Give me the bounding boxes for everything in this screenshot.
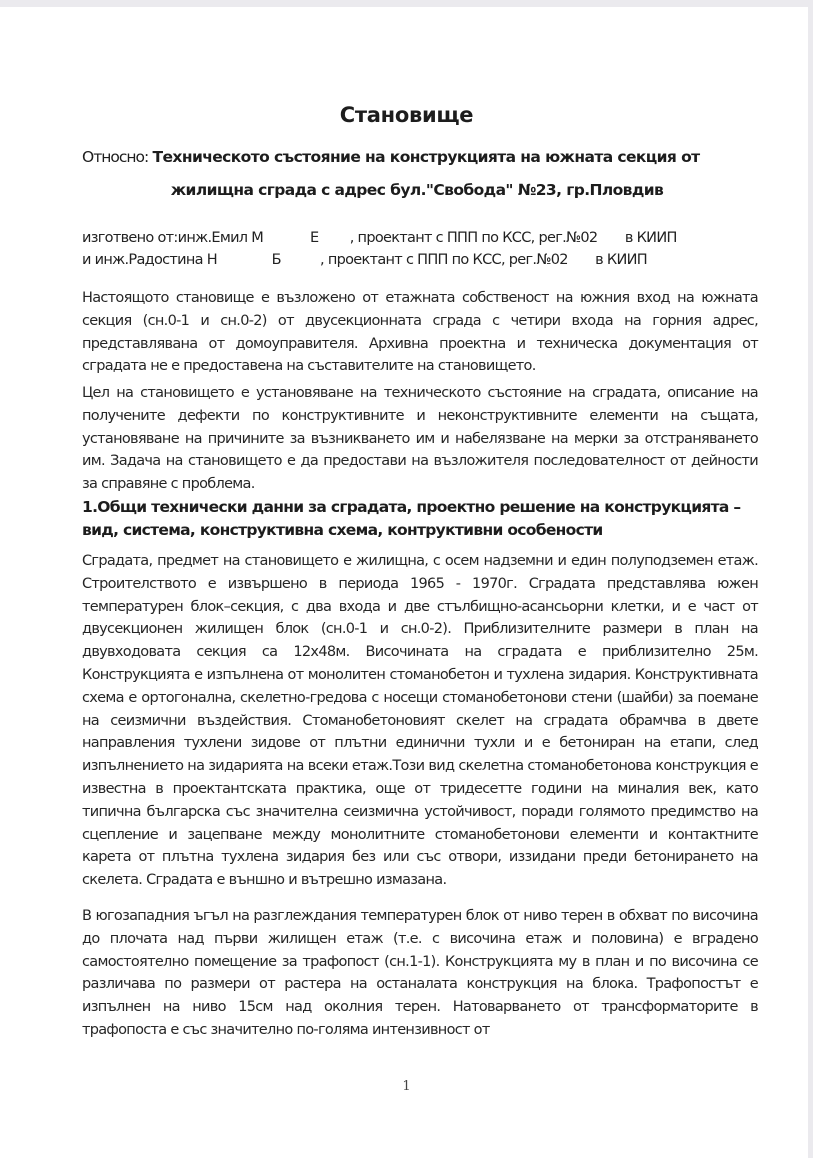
subject-line-2: жилищна сграда с адрес бул."Свобода" №23, гр.Пловдив <box>170 181 664 199</box>
subject-line-1: Техническото състояние на конструкцията на южната секция от <box>152 148 700 166</box>
purpose-paragraph: Цел на становището е установяване на техническото състояние на сградата, описание на получените дефекти по конструктивните и неконструктивните елементи на същата, установяване на причините за възникването им и набелязване на мерки за отстраняването им. Задача на становището е да предостави на възложителя последователност от дейности за справяне с проблема. <box>82 385 758 493</box>
document-title: Становище <box>339 103 474 127</box>
author-line: и инж.Радостина Н Б , проектант с ППП по КСС, рег.№02 в КИИП <box>82 252 647 268</box>
section-paragraph: Сградата, предмет на становището е жилищна, с осем надземни и един полуподземен етаж. Строителството е извършено в периода 1965 - 1970г. Сградата представлява южен температурен блок–секция, с два входа и две стълбищно-асансьорни клетки, и е част от двусекционен жилищен блок (сн.0-1 и сн.0-2). Приблизителните размери в план на двувходовата секция са 12х48м. Височината на сградата е приблизително 25м. Конструкцията е изпълнена от монолитен стоманобетон и тухлена зидария. Конструктивната схема е ортогонална, скелетно-гредова с носещи стоманобетонови стени (шайби) за поемане на сеизмични въздействия. Стоманобетоновият скелет на сградата обрамчва в двете направления тухлени зидове от плътни единични тухли и е бетониран на етапи, след изпълнението на зидарията на всеки етаж.Този вид скелетна стоманобетонова конструкция е известна в проектантската практика, още от тридесетте години на миналия век, като типична българска със значителна сеизмична устойчивост, поради голямото предимство на сцепление и зацепване между монолитните стоманобетонови елементи и контактните карета от плътна тухлена зидария без или със отвори, иззидани преди бетонирането на скелета. Сградата е външно и вътрешно измазана. <box>82 553 758 889</box>
subject-block <box>82 141 732 207</box>
authors-block <box>82 227 677 271</box>
subject-label: Относно: <box>82 148 149 166</box>
page-number: 1 <box>402 1079 411 1094</box>
section-paragraph: В югозападния ъгъл на разглеждания температурен блок от ниво терен в обхват по височина до плочата над първи жилищен етаж (т.е. с височина етаж и половина) е вградено самостоятелно помещение за трафопост (сн.1-1). Конструкцията му в план и по височина се различава по размери от растера на останалата конструкция на блока. Трафопостът е изпълнен на ниво 15см над околния терен. Натоварването от трансформаторите в трафопоста е със значително по-голяма интензивност от <box>82 908 758 1038</box>
section-heading: 1.Общи технически данни за сградата, проектно решение на конструкцията – вид, система, конструктивна схема, контруктивни особености <box>82 498 741 539</box>
intro-paragraph: Настоящото становище е възложено от етажната собственост на южния вход на южната секция (сн.0-1 и сн.0-2) от двусекционната сграда с четири входа на горния адрес, представлявана от домоуправителя. Архивна проектна и техническа документация от сградата не е предоставена на съставителите на становището. <box>82 290 758 375</box>
document-page <box>0 7 808 1158</box>
author-line: изготвено от:инж.Емил М Е , проектант с ППП по КСС, рег.№02 в КИИП <box>82 230 677 246</box>
